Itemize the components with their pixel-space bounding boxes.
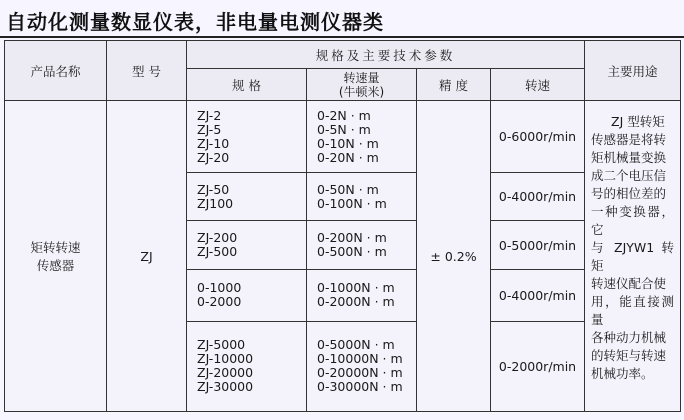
torque-item: 0-500N · m [317, 244, 387, 260]
usage-line: 各种动力机械 [591, 330, 667, 346]
spec-item: ZJ-10000 [197, 351, 254, 367]
torque-cell [307, 173, 417, 221]
spec-cell [187, 101, 307, 173]
torque-item: 0-10000N · m [317, 351, 403, 367]
torque-item: 0-1000N · m [317, 280, 395, 296]
header-specs: 规格及主要技术参数 [187, 41, 585, 69]
spec-cell [187, 321, 307, 411]
table-row [5, 101, 681, 173]
usage-line: 机械功率。 [591, 366, 654, 382]
spec-item: ZJ-20 [197, 149, 230, 165]
torque-cell [307, 101, 417, 173]
product-name-cell [5, 101, 107, 412]
torque-item: 0-50N · m [317, 181, 379, 197]
usage-line: 号的相位差的 [591, 186, 667, 202]
header-product-name: 产品名称 [5, 41, 107, 101]
usage-line: 一种变换器，它 [591, 204, 675, 238]
spec-item: ZJ-5000 [197, 337, 246, 353]
header-precision: 精 度 [417, 69, 491, 101]
usage-line: 与 ZJYW1 转矩 [591, 240, 675, 274]
torque-cell [307, 269, 417, 321]
spec-item: ZJ-50 [197, 181, 230, 197]
speed-value: 0-4000r/min [491, 173, 585, 221]
usage-line: 传感器是将转 [591, 132, 667, 148]
product-name-line2: 传感器 [36, 258, 75, 274]
header-torque-line1: 转速量 [343, 70, 380, 85]
header-torque-line2: (牛顿米) [338, 84, 385, 99]
torque-item: 0-200N · m [317, 230, 387, 246]
usage-cell [585, 101, 681, 412]
spec-cell [187, 173, 307, 221]
speed-value: 0-4000r/min [491, 269, 585, 321]
product-name-line1: 矩转转速 [30, 240, 81, 256]
speed-value: 0-2000r/min [491, 321, 585, 411]
usage-line: 成二个电压信 [591, 168, 667, 184]
header-usage: 主要用途 [585, 41, 681, 101]
header-torque [307, 69, 417, 101]
usage-line: 转速仪配合使 [591, 276, 667, 292]
title-rule [0, 36, 684, 38]
speed-value: 0-5000r/min [491, 221, 585, 269]
torque-item: 0-2000N · m [317, 294, 395, 310]
torque-item: 0-10N · m [317, 135, 379, 151]
header-spec: 规 格 [187, 69, 307, 101]
header-model: 型 号 [107, 41, 187, 101]
usage-line: 矩机械量变换 [591, 150, 667, 166]
page-title: 自动化测量数显仪表，非电量电测仪器类 [6, 10, 384, 34]
spec-cell [187, 269, 307, 321]
torque-item: 0-20N · m [317, 149, 379, 165]
precision-value: ± 0.2% [417, 101, 491, 412]
header-row [5, 41, 681, 69]
spec-item: ZJ-500 [197, 244, 238, 260]
spec-table [4, 40, 681, 412]
spec-item: ZJ-2 [197, 107, 222, 123]
spec-item: ZJ-200 [197, 230, 238, 246]
usage-line: ZJ 型转矩 [611, 114, 665, 130]
torque-item: 0-5000N · m [317, 337, 395, 353]
spec-item: 0-1000 [197, 280, 242, 296]
spec-item: ZJ-10 [197, 135, 230, 151]
speed-value: 0-6000r/min [491, 101, 585, 173]
usage-line: 的转矩与转速 [591, 348, 667, 364]
spec-item: ZJ-5 [197, 121, 222, 137]
torque-item: 0-100N · m [317, 195, 387, 211]
torque-item: 0-5N · m [317, 121, 371, 137]
torque-item: 0-20000N · m [317, 365, 403, 381]
usage-line: 用，能直接测量 [591, 294, 675, 328]
spec-item: ZJ-20000 [197, 365, 254, 381]
torque-item: 0-2N · m [317, 107, 371, 123]
spec-item: ZJ100 [197, 195, 234, 211]
spec-item: ZJ-30000 [197, 379, 254, 395]
spec-item: 0-2000 [197, 294, 242, 310]
torque-cell [307, 221, 417, 269]
product-model: ZJ [107, 101, 187, 412]
torque-item: 0-30000N · m [317, 379, 403, 395]
spec-cell [187, 221, 307, 269]
header-speed: 转速 [491, 69, 585, 101]
torque-cell [307, 321, 417, 411]
